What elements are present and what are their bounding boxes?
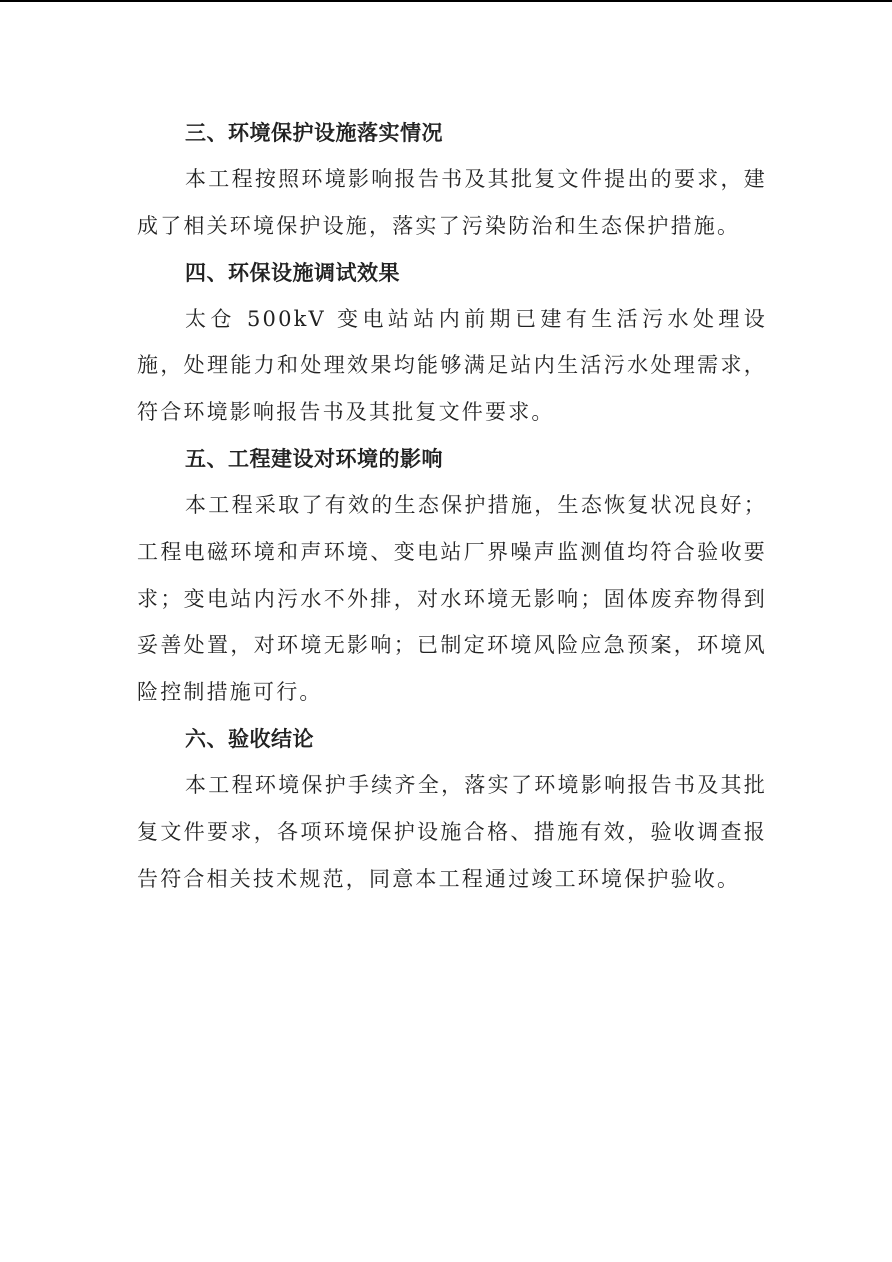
section-paragraph-5: 本工程采取了有效的生态保护措施，生态恢复状况良好；工程电磁环境和声环境、变电站厂界噪声监测值均符合验收要求；变电站内污水不外排，对水环境无影响；固体废弃物得到妥善处置，对环境无影响；已制定环境风险应急预案，环境风险控制措施可行。	[137, 492, 767, 705]
section-heading-6: 六、验收结论	[185, 726, 314, 751]
section-paragraph-6: 本工程环境保护手续齐全，落实了环境影响报告书及其批复文件要求，各项环境保护设施合格、措施有效，验收调查报告符合相关技术规范，同意本工程通过竣工环境保护验收。	[137, 772, 767, 891]
document-page	[137, 110, 767, 902]
section-heading-4: 四、环保设施调试效果	[185, 260, 400, 285]
section-paragraph-4: 太仓 500kV 变电站站内前期已建有生活污水处理设施，处理能力和处理效果均能够满足站内生活污水处理需求，符合环境影响报告书及其批复文件要求。	[137, 306, 767, 425]
section-heading-5: 五、工程建设对环境的影响	[185, 446, 443, 471]
section-heading-3: 三、环境保护设施落实情况	[185, 121, 443, 145]
page-top-border	[0, 0, 892, 2]
section-paragraph-3: 本工程按照环境影响报告书及其批复文件提出的要求，建成了相关环境保护设施，落实了污染防治和生态保护措施。	[137, 167, 767, 238]
